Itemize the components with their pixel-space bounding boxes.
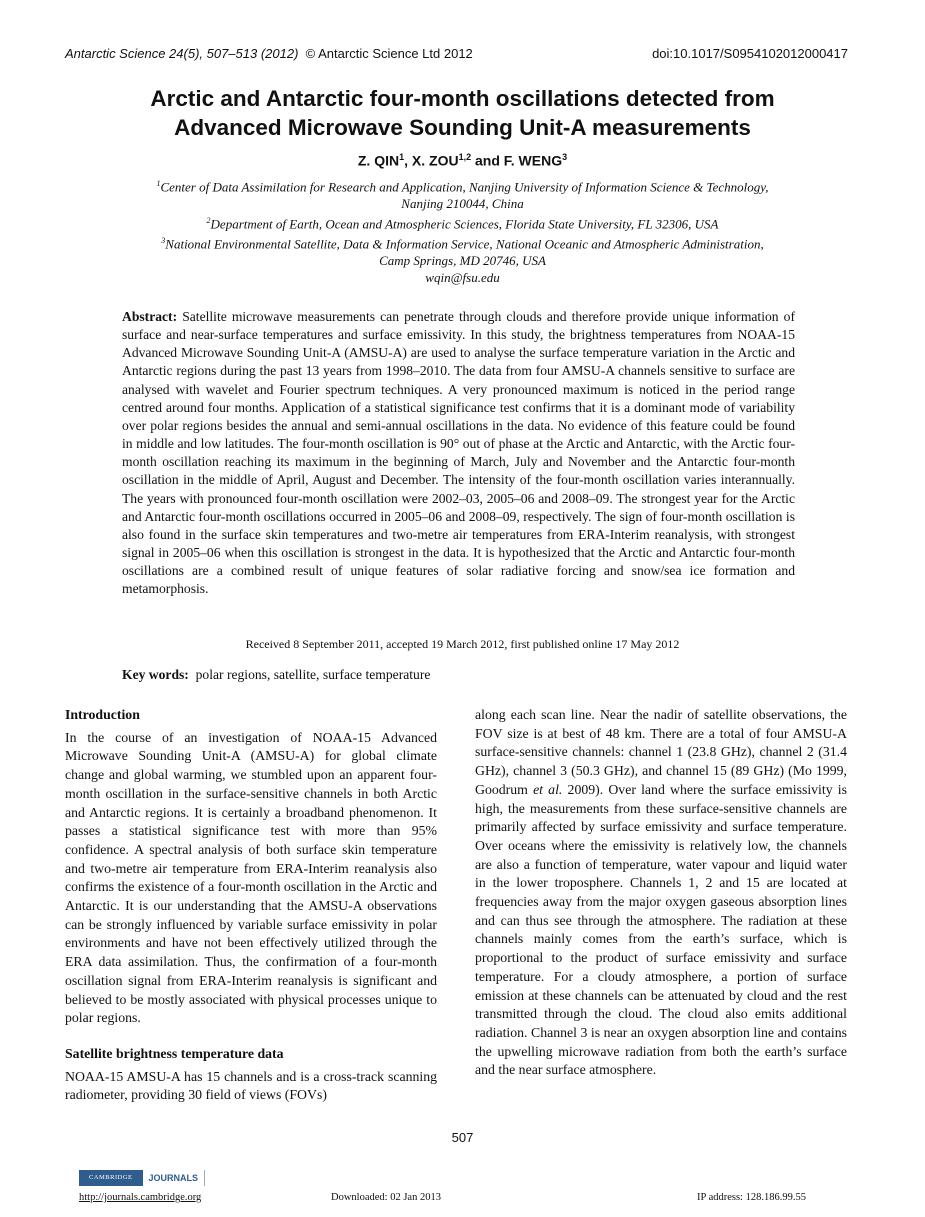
affil-text: National Environmental Satellite, Data & Information Service, National Oceanic and Atmospheric Administration, — [165, 236, 764, 252]
ip-address: IP address: 128.186.99.55 — [697, 1192, 806, 1203]
affil-number: 3 — [161, 235, 166, 245]
cambridge-journals-logo — [79, 1170, 205, 1186]
abstract-text: Satellite microwave measurements can penetrate through clouds and therefore provide unique information of surface and near-surface temperatures and surface emissivity. In this study, the brightness temperatures from NOAA-15 Advanced Microwave Sounding Unit-A (AMSU-A) are used to analyse the surface temperature variation in the Arctic and Antarctic regions during the past 13 years from 1998–2010. The data from four AMSU-A channels sensitive to surface are analysed with wavelet and Fourier spectrum techniques. A very pronounced maximum is noticed in the period range centred around four months. Application of a statistical significance test confirms that it is a dominant mode of variability over polar regions besides the annual and semi-annual oscillations in the data. No evidence of this feature could be found in middle and low latitudes. The four-month oscillation is 90° out of phase at the Arctic and Antarctic, with the Arctic four-month oscillation reaching its maximum in the beginning of March, July and November and the Antarctic four-month oscillation in the middle of April, August and December. The intensity of the four-month oscillation varies interannually. The years with pronounced four-month oscillation were 2002–03, 2005–06 and 2008–09. The strongest year for the Arctic and Antarctic four-month oscillations occurred in 2005–06 and 2008–09, respectively. The sign of four-month oscillation is also found in the surface skin temperatures and two-metre air temperatures from ERA-Interim reanalysis, with strongest signal in 2005–06 when this oscillation is strongest in the data. It is hypothesized that the Arctic and Antarctic four-month oscillations are a combined result of unique features of solar radiative forcing and snow/sea ice formation and metamorphosis. — [122, 309, 795, 597]
affil-text: Center of Data Assimilation for Research and Application, Nanjing University of Information Science & Technology, — [160, 179, 769, 195]
journal-link[interactable]: http://journals.cambridge.org — [79, 1192, 202, 1203]
affil-number: 2 — [206, 215, 211, 225]
keywords-text: polar regions, satellite, surface temperature — [195, 667, 431, 682]
affiliation — [0, 176, 925, 196]
title-line: Arctic and Antarctic four-month oscillations detected from — [150, 86, 775, 111]
page-number: 507 — [451, 1130, 474, 1145]
affil-text: Camp Springs, MD 20746, USA — [379, 252, 546, 268]
affil-number: 1 — [156, 179, 161, 188]
download-date: Downloaded: 02 Jan 2013 — [331, 1192, 441, 1203]
text: along each scan line. Near the nadir of satellite observations, the FOV size is at best of 48 km. There are a total of four AMSU-A surface-sensitive channels: channel 1 (23.8 GHz), channel 2 (31.4 GHz), channel 3 (50.3 GHz), and channel 15 (89 GHz) (Mo 1999, Goodrum — [475, 707, 847, 797]
affiliations — [0, 176, 925, 286]
abstract — [122, 308, 795, 599]
affil-text: Department of Earth, Ocean and Atmospheric Sciences, Florida State University, FL 32306, USA — [210, 216, 719, 232]
author: Z. QIN — [357, 152, 400, 169]
section-heading: Satellite brightness temperature data — [65, 1045, 284, 1061]
paragraph — [475, 706, 847, 1080]
section-heading: Introduction — [65, 707, 140, 722]
affiliation — [0, 233, 925, 253]
affil-text: Nanjing 210044, China — [401, 196, 524, 212]
text: et al. — [533, 781, 563, 797]
abstract-label: Abstract: — [122, 309, 178, 324]
right-column — [475, 706, 847, 1080]
author-affil: 1,2 — [458, 152, 472, 162]
keywords — [122, 667, 430, 683]
author: X. ZOU — [411, 152, 459, 169]
author: F. WENG — [503, 152, 563, 169]
email[interactable]: wqin@fsu.edu — [425, 269, 500, 285]
author-affil: 3 — [562, 152, 568, 162]
keywords-label: Key words: — [122, 667, 189, 682]
separator: and — [471, 152, 504, 169]
paragraph: In the course of an investigation of NOAA-15 Advanced Microwave Sounding Unit-A (AMSU-A) for global climate change and global warming, we stumbled upon an apparent four-month oscillation in the surface-sensitive channels in both Arctic and Antarctic regions. It is certainly a broadband phenomenon. It passes a statistical significance test with more than 95% confidence. A spectral analysis of both surface skin temperature and two-metre air temperature from ERA-Interim reanalysis also confirms the existence of a four-month oscillation in the Arctic and Antarctic. It is our understanding that the AMSU-A observations can be strongly influenced by variable surface emissivity in polar environments and have not been effectively utilized through the ERA data assimilation. Thus, the confirmation of a four-month oscillation signal from ERA-Interim reanalysis is significant and believed to be mostly associated with physical processes unique to polar regions. — [65, 729, 437, 1026]
journal-name: Antarctic Science 24(5), 507–513 (2012) — [65, 46, 299, 61]
author-affil: 1 — [399, 152, 405, 162]
paragraph: NOAA-15 AMSU-A has 15 channels and is a cross-track scanning radiometer, providing 30 field of views (FOVs) — [65, 1068, 437, 1103]
left-column — [65, 706, 437, 1105]
logo-text: CAMBRIDGE — [79, 1170, 143, 1186]
copyright: © Antarctic Science Ltd 2012 — [305, 46, 473, 61]
paper-title — [0, 84, 925, 142]
logo-text: JOURNALS — [148, 1173, 199, 1183]
author-list — [0, 152, 925, 169]
title-line: Advanced Microwave Sounding Unit-A measurements — [174, 115, 751, 140]
doi[interactable]: doi:10.1017/S0954102012000417 — [652, 46, 848, 61]
received-dates: Received 8 September 2011, accepted 19 March 2012, first published online 17 May 2012 — [245, 637, 680, 651]
journal-citation — [65, 46, 473, 61]
affiliation — [0, 213, 925, 233]
text: 2009). Over land where the surface emissivity is high, the measurements from these surface-sensitive channels are primarily affected by surface emissivity and surface temperature. Over oceans where the emissivity is relatively low, the channels are also a function of temperature, water vapour and liquid water in the lower troposphere. Channels 1, 2 and 15 are located at frequencies away from the major oxygen gaseous absorption lines and can thus see through the atmosphere. The radiation at these channels mainly comes from the earth’s surface, which is proportional to the product of surface emissivity and surface temperature. For a cloudy atmosphere, a portion of surface emission at these channels can be attenuated by cloud and the rest transmitted through the cloud. The cloud also emits additional radiation. Channel 3 is near an oxygen absorption line and contains the upwelling microwave radiation from both the earth’s surface and the near surface atmosphere. — [475, 781, 847, 1078]
separator: , — [404, 152, 412, 169]
